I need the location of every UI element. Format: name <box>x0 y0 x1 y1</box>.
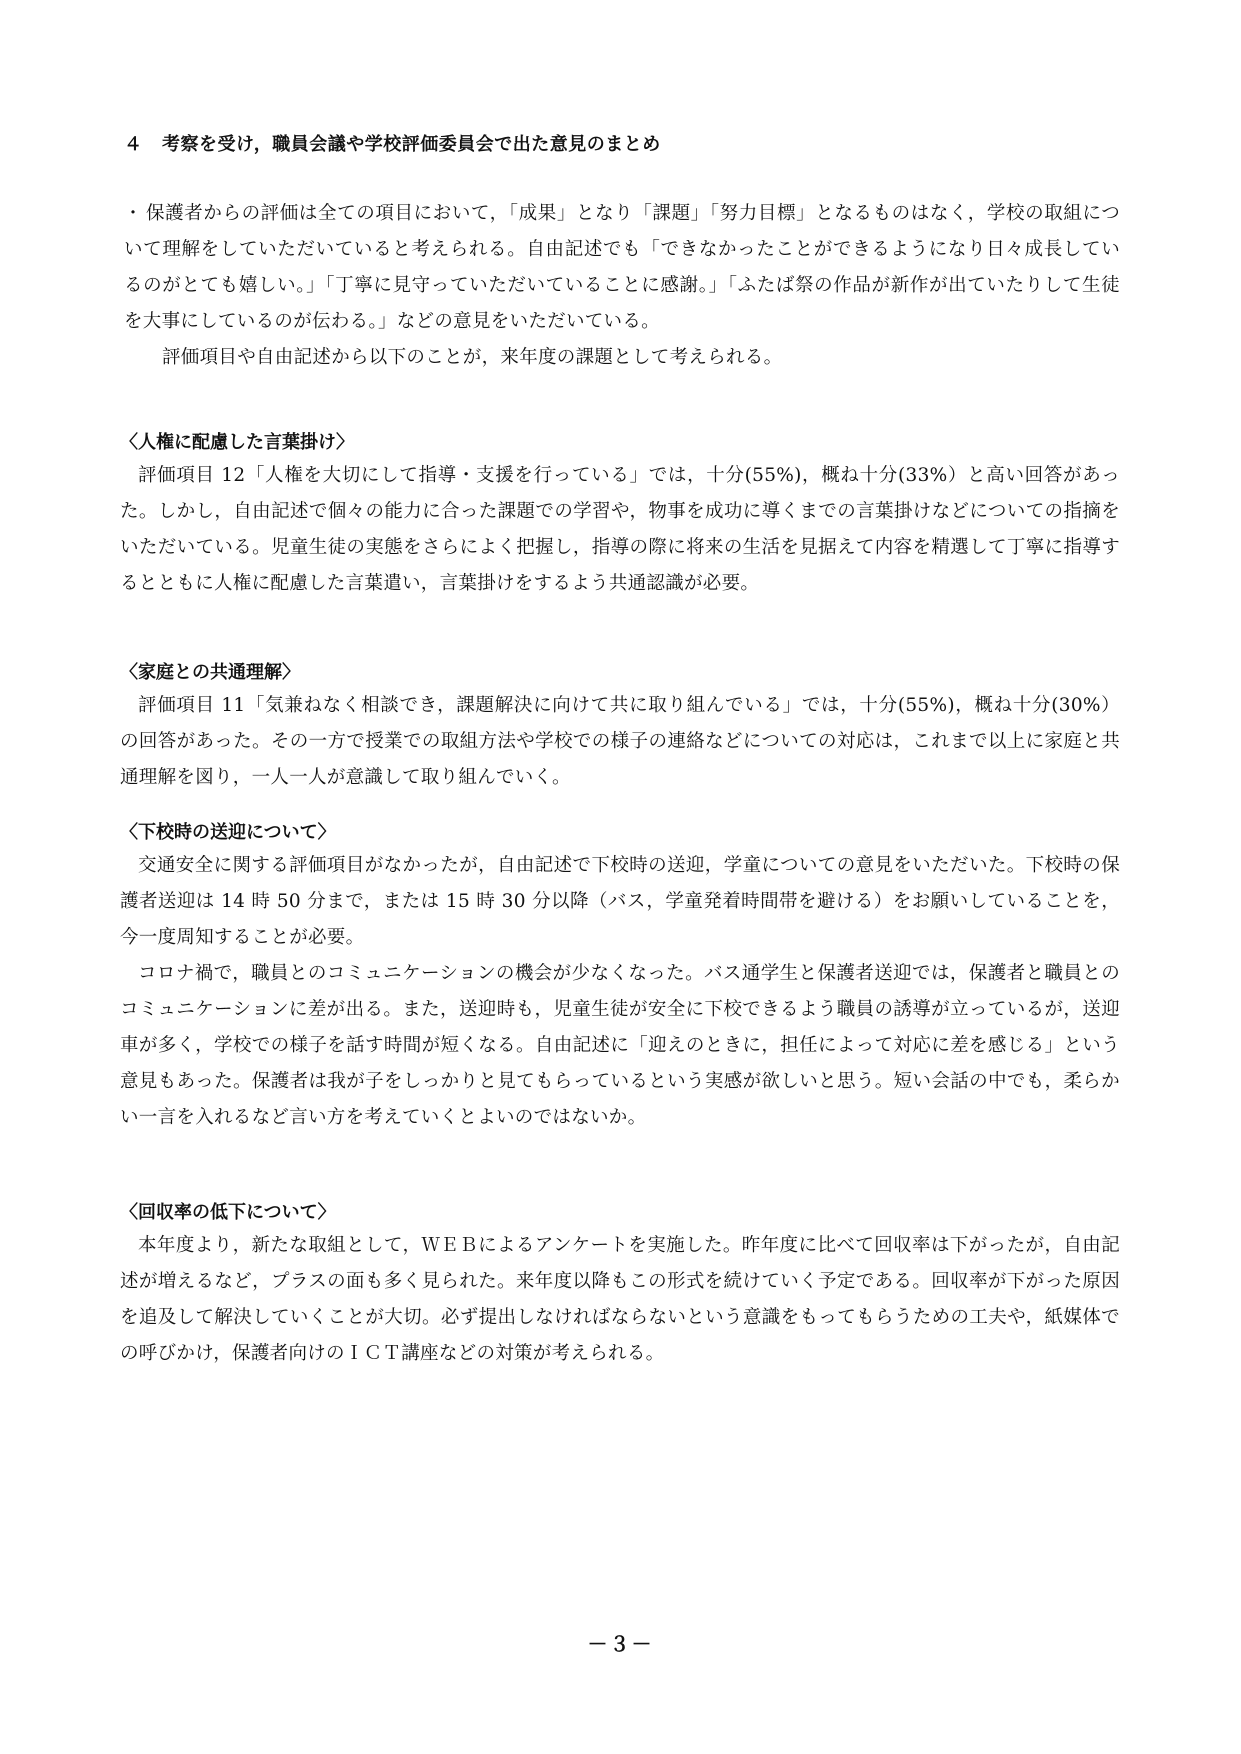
section-title: 〈家庭との共通理解〉 <box>120 662 300 683</box>
section-title: 〈下校時の送迎について〉 <box>120 822 336 843</box>
section-heading <box>124 130 661 156</box>
section-paragraph: 本年度より，新たな取組として，ＷＥＢによるアンケートを実施した。昨年度に比べて回収率は下がったが，自由記述が増えるなど，プラスの面も多く見られた。来年度以降もこの形式を続けていく予定である。回収率が下がった原因を追及して解決していくことが大切。必ず提出しなければならないという意識をもってもらうための工夫や，紙媒体での呼びかけ，保護者向けのＩＣＴ講座などの対策が考えられる。 <box>120 1235 1120 1364</box>
section-human-rights <box>120 428 1120 602</box>
section-paragraph: コロナ禍で，職員とのコミュニケーションの機会が少なくなった。バス通学生と保護者送迎では，保護者と職員とのコミュニケーションに差が出る。また，送迎時も，児童生徒が安全に下校できるよう職員の誘導が立っているが，送迎車が多く，学校での様子を話す時間が短くなる。自由記述に「迎えのときに，担任によって対応に差を感じる」という意見もあった。保護者は我が子をしっかりと見てもらっているという実感が欲しいと思う。短い会話の中でも，柔らかい一言を入れるなど言い方を考えていくとよいのではないか。 <box>120 963 1120 1128</box>
bullet-paragraph: 保護者からの評価は全ての項目において，「成果」となり「課題」「努力目標」となるものはなく，学校の取組について理解をしていただいていると考えられる。自由記述でも「できなかったことができるようになり日々成長しているのがとても嬉しい。」「丁寧に見守っていただいていることに感謝。」「ふたば祭の作品が新作が出ていたりして生徒を大事にしているのが伝わる。」などの意見をいただいている。 <box>124 203 1120 332</box>
section-title: 〈人権に配慮した言葉掛け〉 <box>120 432 354 453</box>
section-paragraph: 評価項目 11「気兼ねなく相談でき，課題解決に向けて共に取り組んでいる」では，十分(55%)，概ね十分(30%）の回答があった。その一方で授業での取組方法や学校での様子の連絡などについての対応は，これまで以上に家庭と共通理解を図り，一人一人が意識して取り組んでいく。 <box>120 695 1120 788</box>
heading-number: ４ <box>124 134 143 155</box>
section-paragraph: 交通安全に関する評価項目がなかったが，自由記述で下校時の送迎，学童についての意見をいただいた。下校時の保護者送迎は 14 時 50 分まで，または 15 時 30 分以降（バス，学童発着時間帯を避ける）をお願いしていることを，今一度周知することが必要。 <box>120 855 1120 948</box>
bullet-mark: ・ <box>124 203 142 224</box>
section-paragraph: 評価項目 12「人権を大切にして指導・支援を行っている」では，十分(55%)，概ね十分(33%）と高い回答があった。しかし，自由記述で個々の能力に合った課題での学習や，物事を成功に導くまでの言葉掛けなどについての指摘をいただいている。児童生徒の実態をさらによく把握し，指導の際に将来の生活を見据えて内容を精選して丁寧に指導するとともに人権に配慮した言葉遣い，言葉掛けをするよう共通認識が必要。 <box>120 465 1120 594</box>
page-number: －３－ <box>587 1632 654 1656</box>
bullet-paragraph-followup: 評価項目や自由記述から以下のことが，来年度の課題として考えられる。 <box>162 347 783 368</box>
section-response-rate <box>120 1198 1120 1372</box>
heading-text: 考察を受け，職員会議や学校評価委員会で出た意見のまとめ <box>162 134 661 155</box>
section-title: 〈回収率の低下について〉 <box>120 1202 336 1223</box>
section-pickup <box>120 818 1120 1136</box>
summary-bullet <box>124 196 1120 376</box>
section-family-understanding <box>120 658 1120 796</box>
